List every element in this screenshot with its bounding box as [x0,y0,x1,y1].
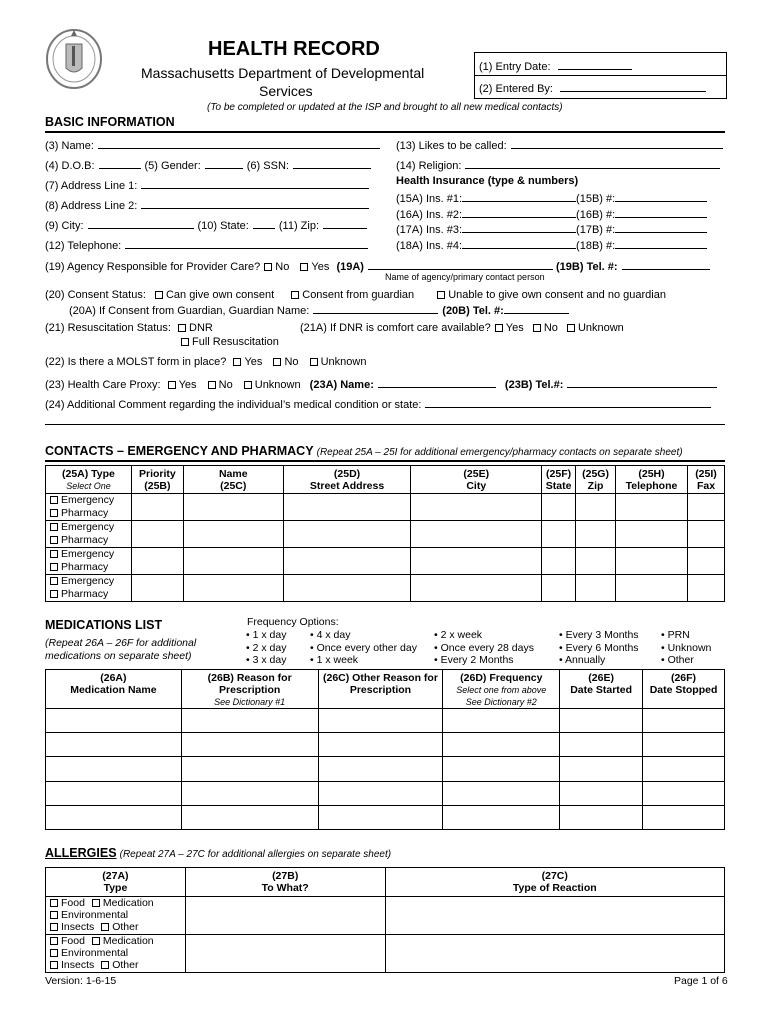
frequency-col-3: • 2 x week • Once every 28 days • Every 2 Months [434,629,534,667]
contacts-header-row [46,466,725,494]
insurance-1-row[interactable] [396,190,707,205]
medications-heading: MEDICATIONS LIST [45,618,163,632]
proxy-tel-input[interactable] [567,376,717,388]
comfort-yes-checkbox[interactable] [495,324,503,332]
telephone-label: (12) Telephone: [45,240,122,252]
religion-label: (14) Religion: [396,160,462,172]
consent-none-checkbox[interactable] [437,291,445,299]
comfort-no-label: No [543,322,558,334]
consent-none-label: Unable to give own consent and no guardian [448,289,666,301]
col-27a: (27A) Type [46,868,186,897]
table-row [46,757,725,782]
likes-label: (13) Likes to be called: [396,140,507,152]
ins3b-label: (17B) #: [576,224,616,236]
zip-label: (11) Zip: [278,220,319,232]
name-field[interactable] [45,137,380,152]
entry-date-field[interactable] [479,58,632,73]
state-label: (10) State: [197,220,249,232]
table-row: Emergency Pharmacy [46,521,725,548]
allergies-heading: ALLERGIES [45,846,117,860]
col-25b: Priority (25B) [131,466,183,494]
medications-note: (Repeat 26A – 26F for additional medications on separate sheet) [45,637,197,662]
insurance-3-row[interactable] [396,221,707,236]
ins2-label: (16A) Ins. #2: [396,209,463,221]
page-number: Page 1 of 6 [674,975,728,987]
col-26b: (26B) Reason for Prescription See Dictionary #1 [181,670,318,709]
molst-unknown-label: Unknown [320,356,367,368]
ins1b-label: (15B) #: [576,193,616,205]
ins2b-label: (16B) #: [576,209,616,221]
table-row [46,733,725,757]
allergies-table [45,867,725,973]
ins4b-label: (18B) #: [576,240,616,252]
telephone-field[interactable] [45,237,368,252]
col-26e: (26E) Date Started [560,670,643,709]
comfort-unknown-label: Unknown [577,322,624,334]
table-row [46,782,725,806]
pharmacy-checkbox[interactable] [50,509,58,517]
consent-guardian-label: Consent from guardian [302,289,415,301]
header-note: (To be completed or updated at the ISP and brought to all new medical contacts) [207,102,563,113]
comfort-yes-label: Yes [505,322,524,334]
col-26c: (26C) Other Reason for Prescription [318,670,443,709]
insurance-4-row[interactable] [396,237,707,252]
comment-field[interactable] [45,396,711,411]
proxy-name-label: (23A) Name: [309,379,374,391]
pharmacy-checkbox[interactable] [50,590,58,598]
col-25i: (25I) Fax [687,466,724,494]
table-row: Emergency Pharmacy [46,575,725,602]
comfort-row [300,322,624,334]
molst-no-checkbox[interactable] [273,358,281,366]
ins4-label: (18A) Ins. #4: [396,240,463,252]
medication-checkbox[interactable] [92,937,100,945]
proxy-yes-label: Yes [178,379,197,391]
full-resus-label: Full Resuscitation [192,336,279,348]
resus-row [45,322,213,334]
proxy-no-checkbox[interactable] [208,381,216,389]
proxy-yes-checkbox[interactable] [168,381,176,389]
agency-19a-label: (19A) [336,261,364,273]
religion-field[interactable] [396,157,720,172]
table-row: Emergency Pharmacy [46,494,725,521]
col-25g: (25G) Zip [576,466,616,494]
molst-yes-label: Yes [244,356,263,368]
agency-yes-label: Yes [311,261,330,273]
comment-line-2[interactable] [45,424,725,425]
dob-label: (4) D.O.B: [45,160,95,172]
food-checkbox[interactable] [50,899,58,907]
version-label: Version: 1-6-15 [45,975,117,987]
comment-label: (24) Additional Comment regarding the individual’s medical condition or state: [45,399,422,411]
table-row [46,806,725,830]
molst-no-label: No [284,356,299,368]
consent-guardian-checkbox[interactable] [291,291,299,299]
allergies-header-row [46,868,725,897]
frequency-col-5: • PRN • Unknown • Other [661,629,711,667]
table-row: Emergency Pharmacy [46,548,725,575]
emergency-checkbox[interactable] [50,523,58,531]
city-state-zip-row[interactable] [45,217,367,232]
ins3-label: (17A) Ins. #3: [396,224,463,236]
address1-label: (7) Address Line 1: [45,180,138,192]
col-25f: (25F) State [542,466,576,494]
department-name-line2: Services [259,83,313,99]
contacts-heading: CONTACTS – EMERGENCY AND PHARMACY [45,444,314,458]
basic-info-heading: BASIC INFORMATION [45,115,175,129]
environmental-checkbox[interactable] [50,949,58,957]
environmental-checkbox[interactable] [50,911,58,919]
insurance-heading: Health Insurance (type & numbers) [396,175,579,187]
contacts-note: (Repeat 25A – 25I for additional emergency/pharmacy contacts on separate sheet) [316,447,683,458]
allergies-note: (Repeat 27A – 27C for additional allergies on separate sheet) [119,849,392,860]
frequency-col-2: • 4 x day • Once every other day • 1 x week [310,629,417,667]
address1-field[interactable] [45,177,369,192]
ssn-label: (6) SSN: [246,160,289,172]
emergency-checkbox[interactable] [50,496,58,504]
agency-yes-checkbox[interactable] [300,263,308,271]
proxy-no-label: No [218,379,233,391]
agency-row [45,258,710,273]
guardian-tel-label: (20B) Tel. #: [442,305,504,317]
page-title: HEALTH RECORD [208,38,380,60]
col-25c: Name (25C) [183,466,283,494]
resus-label: (21) Resuscitation Status: [45,322,171,334]
address2-label: (8) Address Line 2: [45,200,138,212]
entered-by-field[interactable] [479,80,706,95]
medications-table [45,669,725,830]
col-25a: (25A) Type Select One [46,466,132,494]
consent-own-checkbox[interactable] [155,291,163,299]
consent-label: (20) Consent Status: [45,289,146,301]
full-resus-row [180,336,279,348]
pharmacy-checkbox[interactable] [50,536,58,544]
insects-checkbox[interactable] [50,961,58,969]
table-row: Food Medication Environmental Insects Other [46,935,725,973]
col-25d: (25D) Street Address [283,466,411,494]
comfort-unknown-checkbox[interactable] [567,324,575,332]
frequency-col-1: • 1 x day • 2 x day • 3 x day [246,629,286,667]
table-row [46,709,725,733]
agency-tel-input[interactable] [622,258,710,270]
proxy-unknown-label: Unknown [254,379,301,391]
frequency-title: Frequency Options: [247,616,339,628]
consent-row [45,289,666,301]
molst-label: (22) Is there a MOLST form in place? [45,356,227,368]
agency-name-input[interactable] [368,258,553,270]
medications-header-row [46,670,725,709]
entry-date-label: (1) Entry Date: [479,61,551,73]
full-resus-checkbox[interactable] [181,338,189,346]
likes-field[interactable] [396,137,723,152]
col-25e: (25E) City [411,466,542,494]
table-row: Food Medication Environmental Insects Other [46,897,725,935]
insurance-2-row[interactable] [396,206,707,221]
frequency-col-4: • Every 3 Months • Every 6 Months • Annually [559,629,639,667]
contacts-heading-row [45,444,683,458]
insects-checkbox[interactable] [50,923,58,931]
guardian-row[interactable] [69,302,569,317]
molst-unknown-checkbox[interactable] [310,358,318,366]
dob-gender-ssn-row[interactable] [45,157,371,172]
allergies-heading-row [45,846,391,860]
pharmacy-checkbox[interactable] [50,563,58,571]
agency-note: Name of agency/primary contact person [385,272,545,282]
food-checkbox[interactable] [50,937,58,945]
address2-field[interactable] [45,197,369,212]
agency-label: (19) Agency Responsible for Provider Care? [45,261,261,273]
medication-checkbox[interactable] [92,899,100,907]
proxy-tel-label: (23B) Tel.#: [504,379,564,391]
name-label: (3) Name: [45,140,94,152]
agency-no-checkbox[interactable] [264,263,272,271]
molst-yes-checkbox[interactable] [233,358,241,366]
other-checkbox[interactable] [101,923,109,931]
city-label: (9) City: [45,220,84,232]
ins1-label: (15A) Ins. #1: [396,193,463,205]
agency-tel-label: (19B) Tel. #: [556,261,618,273]
dnr-label: DNR [189,322,213,334]
col-27c: (27C) Type of Reaction [385,868,724,897]
emergency-checkbox[interactable] [50,577,58,585]
dnr-checkbox[interactable] [178,324,186,332]
col-26d: (26D) Frequency Select one from above See Dictionary #2 [443,670,560,709]
massachusetts-seal [44,26,104,90]
other-checkbox[interactable] [101,961,109,969]
consent-own-label: Can give own consent [165,289,275,301]
comfort-label: (21A) If DNR is comfort care available? [300,322,491,334]
comfort-no-checkbox[interactable] [533,324,541,332]
proxy-name-input[interactable] [378,376,496,388]
contacts-table [45,465,725,602]
entered-by-label: (2) Entered By: [479,83,553,95]
col-25h: (25H) Telephone [616,466,688,494]
entry-box [474,52,727,99]
proxy-label: (23) Health Care Proxy: [45,379,161,391]
department-name: Massachusetts Department of Developmental [141,65,425,81]
guardian-label: (20A) If Consent from Guardian, Guardian Name: [69,305,310,317]
gender-label: (5) Gender: [144,160,201,172]
proxy-unknown-checkbox[interactable] [244,381,252,389]
emergency-checkbox[interactable] [50,550,58,558]
col-26a: (26A) Medication Name [46,670,182,709]
proxy-row [45,376,717,391]
col-27b: (27B) To What? [185,868,385,897]
col-26f: (26F) Date Stopped [643,670,725,709]
molst-row [45,356,366,368]
agency-no-label: No [275,261,290,273]
